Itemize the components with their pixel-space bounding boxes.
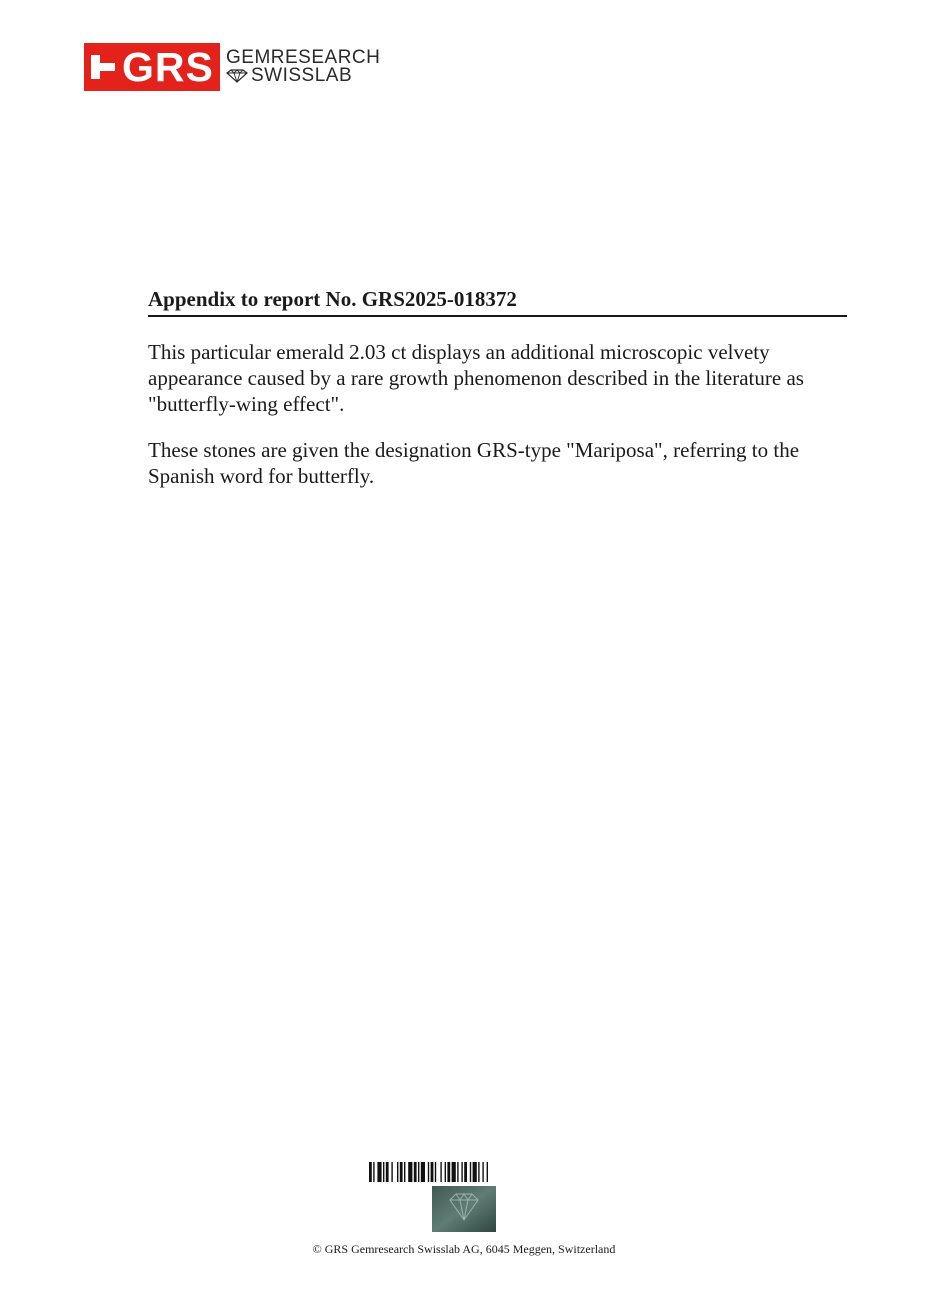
logo-wordmark (226, 49, 380, 85)
appendix-section (148, 286, 847, 489)
footer (0, 1162, 928, 1256)
diamond-icon (226, 69, 248, 83)
swiss-cross-icon (91, 55, 115, 79)
copyright-notice: © GRS Gemresearch Swisslab AG, 6045 Meggen, Switzerland (312, 1242, 616, 1256)
logo-red-box (84, 43, 220, 91)
appendix-paragraph-1: This particular emerald 2.03 ct displays an additional microscopic velvety appearance caused by a rare growth phenomenon described in the literature as "butterfly-wing effect". (148, 340, 804, 416)
hologram-seal (432, 1186, 496, 1232)
appendix-paragraph-2: These stones are given the designation GRS-type "Mariposa", referring to the Spanish word for butterfly. (148, 438, 800, 488)
barcode (369, 1162, 559, 1182)
logo-abbr: GRS (122, 44, 214, 90)
logo-line1: GEMRESEARCH (226, 47, 381, 68)
logo-line2: SWISSLAB (251, 65, 353, 86)
grs-logo (84, 43, 380, 91)
appendix-title: Appendix to report No. GRS2025-018372 (148, 286, 847, 317)
